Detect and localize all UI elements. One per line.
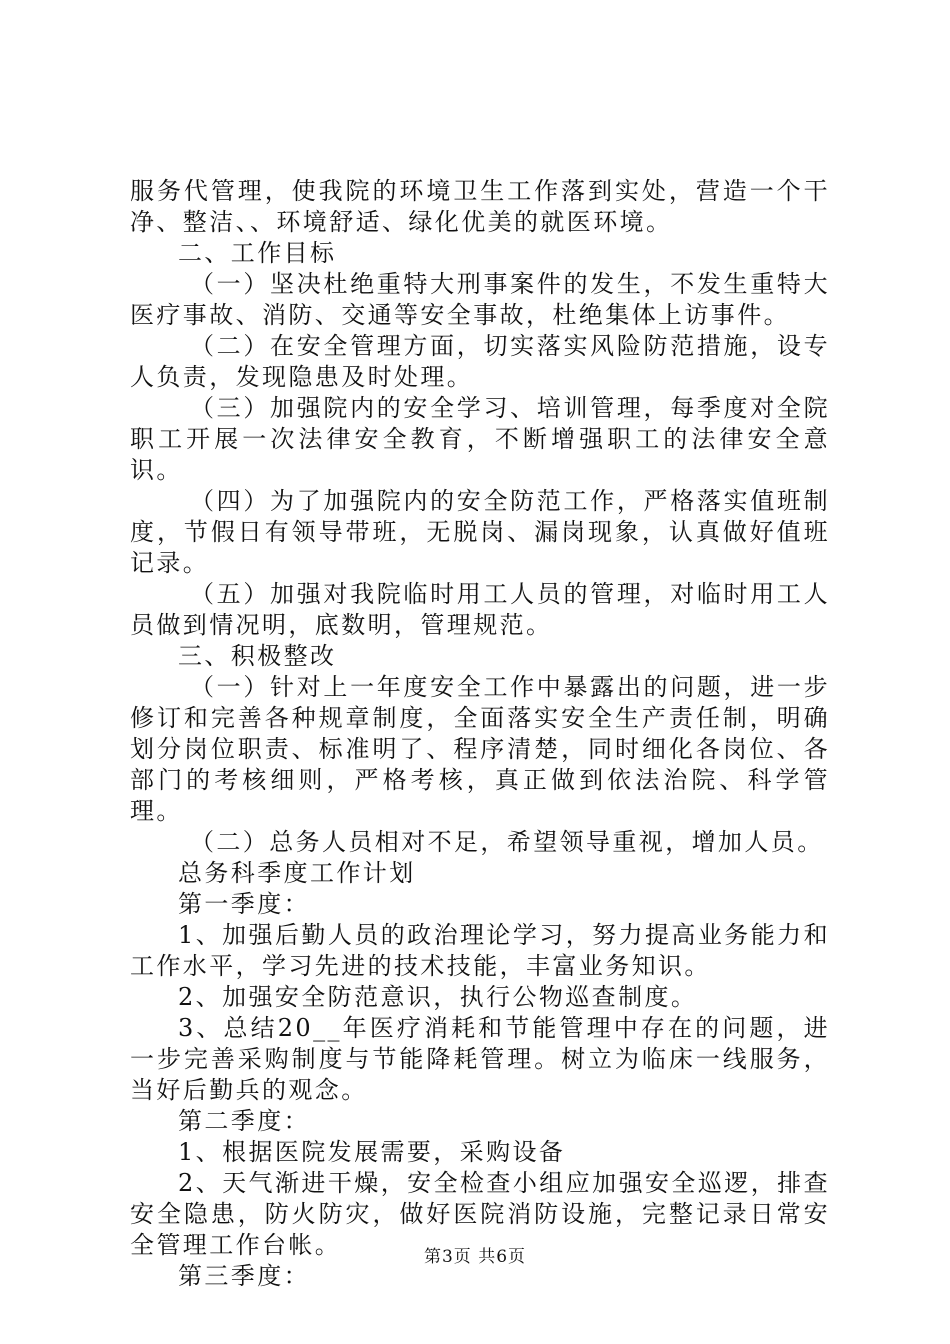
paragraph: 1、根据医院发展需要，采购设备 [178, 1138, 566, 1166]
paragraph: （一）针对上一年度安全工作中暴露出的问题，进一步修订和完善各种规章制度，全面落实安全生产责任制，明确划分岗位职责、标准明了、程序清楚，同时细化各岗位、各部门的考核细则，严格考核，真正做到依法治院、科学管理。 [130, 673, 830, 825]
paragraph: 总务科季度工作计划 [178, 859, 416, 887]
paragraph: （一）坚决杜绝重特大刑事案件的发生，不发生重特大医疗事故、消防、交通等安全事故，杜绝集体上访事件。 [130, 270, 830, 329]
paragraph: 3、总结20__年医疗消耗和节能管理中存在的问题，进一步完善采购制度与节能降耗管理。树立为临床一线服务，当好后勤兵的观念。 [130, 1014, 830, 1104]
paragraph: 二、工作目标 [178, 239, 337, 267]
paragraph: （二）总务人员相对不足，希望领导重视，增加人员。 [190, 828, 824, 856]
paragraph: （五）加强对我院临时用工人员的管理，对临时用工人员做到情况明，底数明，管理规范。 [130, 580, 830, 639]
paragraph: 2、加强安全防范意识，执行公物巡查制度。 [178, 983, 698, 1011]
paragraph: 第三季度： [178, 1262, 310, 1290]
paragraph: （四）为了加强院内的安全防范工作，严格落实值班制度，节假日有领导带班，无脱岗、漏岗现象，认真做好值班记录。 [130, 487, 830, 577]
paragraph: 2、天气渐进干燥，安全检查小组应加强安全巡逻，排查安全隐患，防火防灾，做好医院消防设施，完整记录日常安全管理工作台帐。 [130, 1169, 830, 1259]
paragraph: 三、积极整改 [178, 642, 337, 670]
paragraph: （二）在安全管理方面，切实落实风险防范措施，设专人负责，发现隐患及时处理。 [130, 332, 830, 391]
page-footer: 第3页 共6页 [423, 1247, 527, 1267]
paragraph: （三）加强院内的安全学习、培训管理，每季度对全院职工开展一次法律安全教育，不断增强职工的法律安全意识。 [130, 394, 830, 484]
paragraph: 第二季度： [178, 1107, 310, 1135]
document-body [130, 176, 830, 1292]
paragraph: 服务代管理，使我院的环境卫生工作落到实处，营造一个干净、整洁、、环境舒适、绿化优美的就医环境。 [130, 177, 830, 236]
paragraph: 第一季度： [178, 890, 310, 918]
paragraph: 1、加强后勤人员的政治理论学习，努力提高业务能力和工作水平，学习先进的技术技能，丰富业务知识。 [130, 921, 830, 980]
